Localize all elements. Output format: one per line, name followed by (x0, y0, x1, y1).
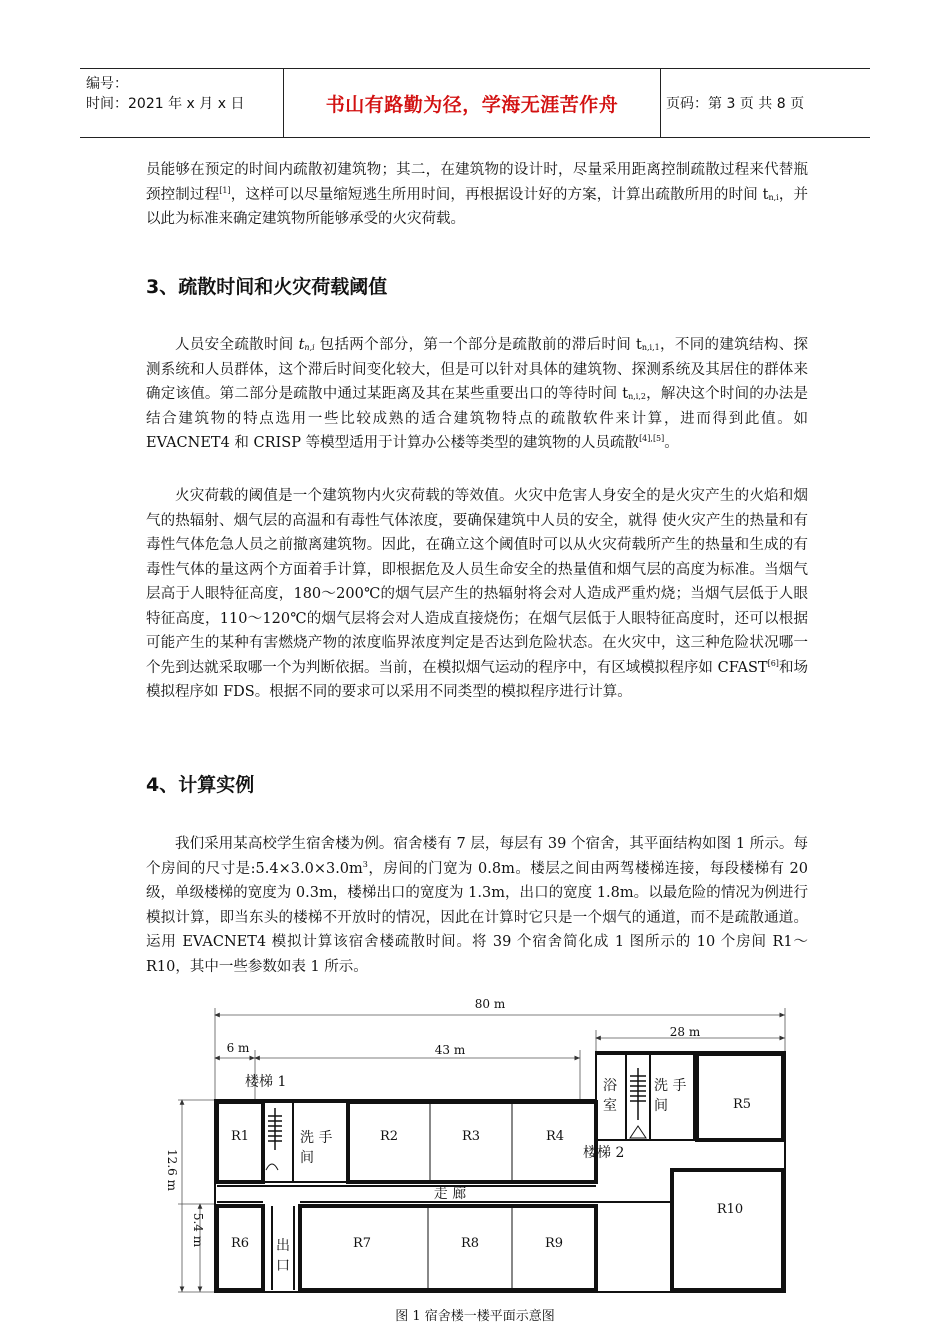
washroom-2-label: 洗 手 (654, 1078, 687, 1094)
dim-left: 6 m (226, 1041, 250, 1055)
paragraph-evacuation-time: 人员安全疏散时间 $t_{n,i}$ 包括两个部分，第一个部分是疏散前的滞后时间 $t_{n,i,1}$，不同的建筑结构、探测系统和人员群体，这个滞后时间变化较大，但是可以针对具体的建筑物、探测系统及其居住的群体来确定该值。第二部分是疏散中通过某距离及其在某些重要出口的等待时间 $t_{n,i,2}$，解决这个时间的办法是结合建筑物的特点选用一些比较成熟的适合建筑物特点的疏散软件来计算，进而得到此值。如 EVACNET4 和 CRISP 等模型适用于计算办公楼等类型的建筑物的人员疏散[4],[5]。 (146, 337, 809, 451)
doc-date: 时间：2021 年 x 月 x 日 (86, 96, 245, 112)
page-header (80, 68, 870, 138)
washroom-1-label-b: 间 (300, 1150, 314, 1166)
corridor-label: 走 廊 (433, 1186, 467, 1202)
paragraph-intro: 员能够在预定的时间内疏散初建筑物；其二，在建筑物的设计时，尽量采用距离控制疏散过程来代替瓶颈控制过程[1]，这样可以尽量缩短逃生所用时间，再根据设计好的方案，计算出疏散所用的时间 $t_{n,i}$，并以此为标准来确定建筑物所能够承受的火灾荷载。 (146, 162, 809, 227)
washroom-1-label: 洗 手 (300, 1130, 333, 1146)
room-r2: R2 (379, 1129, 399, 1144)
bathroom-label: 浴 (603, 1078, 617, 1094)
room-r4: R4 (545, 1129, 565, 1144)
room-r8: R8 (460, 1236, 480, 1251)
page-number: 页码：第 3 页 共 8 页 (666, 96, 805, 112)
dim-height: 12.6 m (165, 1149, 179, 1191)
stair-1-graphic (266, 1108, 282, 1170)
bathroom-label-b: 室 (603, 1098, 617, 1114)
building-walls (215, 1052, 785, 1292)
dimension-lines (178, 1008, 785, 1292)
header-motto: 书山有路勤为径，学海无涯苦作舟 (284, 69, 661, 137)
dim-total: 80 m (474, 997, 506, 1011)
exit-label: 出 (276, 1238, 290, 1254)
washroom-2-label-b: 间 (654, 1098, 668, 1114)
room-r9: R9 (544, 1236, 564, 1251)
stair-1-label: 楼梯 1 (245, 1074, 287, 1090)
header-meta (80, 69, 284, 137)
room-r1: R1 (230, 1129, 250, 1144)
room-r3: R3 (461, 1129, 481, 1144)
section-heading-3: 3、疏散时间和火灾荷载阈值 (146, 276, 388, 298)
section-heading-4: 4、计算实例 (146, 774, 255, 796)
dim-room: 5.4 m (191, 1212, 205, 1248)
room-r6: R6 (230, 1236, 250, 1251)
dim-mid: 43 m (434, 1043, 466, 1057)
room-r10: R10 (716, 1202, 744, 1217)
paragraph-fire-load-threshold: 火灾荷载的阈值是一个建筑物内火灾荷载的等效值。火灾中危害人身安全的是火灾产生的火焰和烟气的热辐射、烟气层的高温和有毒性气体浓度，要确保建筑中人员的安全，就得 使火灾产生的热量和有毒性气体危急人员之前撤离建筑物。因此，在确立这个阈值时可以从火灾荷载所产生的热量和生成的有毒性气体的量这两个方面着手计算，即根据危及人员生命安全的热量值和烟气层的高度为标准。当烟气层高于人眼特征高度，180～200℃的烟气层产生的热辐射将会对人造成严重灼烧；当烟气层低于人眼特征高度，110～120℃的烟气层将会对人造成直接烧伤；在烟气层低于人眼特征高度时，还可以根据可能产生的某种有害燃烧产物的浓度临界浓度判定是否达到危险状态。在火灾中，这三种危险状况哪一个先到达就采取哪一个为判断依据。当前，在模拟烟气运动的程序中，有区域模拟程序如 CFAST[6]和场模拟程序如 FDS。根据不同的要求可以采用不同类型的模拟程序进行计算。 (146, 488, 809, 700)
stair-2-label: 楼梯 2 (583, 1145, 625, 1161)
exit-label-b: 口 (276, 1258, 290, 1274)
stair-2-graphic (630, 1068, 646, 1138)
room-r7: R7 (352, 1236, 372, 1251)
figure-caption: 图 1 宿舍楼一楼平面示意图 (395, 1309, 555, 1324)
floor-plan-figure (160, 990, 800, 1330)
paragraph-example: 我们采用某高校学生宿舍楼为例。宿舍楼有 7 层，每层有 39 个宿舍，其平面结构如图 1 所示。每个房间的尺寸是$:5.4\times 3.0\times 3.0m^3$，房间的门宽为 0.8m。楼层之间由两驾楼梯连接，每段楼梯有 20 级，单级楼梯的宽度为 0.3m，楼梯出口的宽度为 1.3m，出口的宽度 1.8m。以最危险的情况为例进行模拟计算，即当东头的楼梯不开放时的情况，因此在计算时它只是一个烟气的通道，而不是疏散通道。运用 EVACNET4 模拟计算该宿舍楼疏散时间。将 39 个宿舍简化成 1 图所示的 10 个房间 R1～R10，其中一些参数如表 1 所示。 (146, 836, 808, 975)
floor-plan-svg (160, 990, 800, 1310)
room-r5: R5 (732, 1097, 752, 1112)
dim-right: 28 m (669, 1025, 701, 1039)
doc-code: 编号： (86, 76, 128, 92)
